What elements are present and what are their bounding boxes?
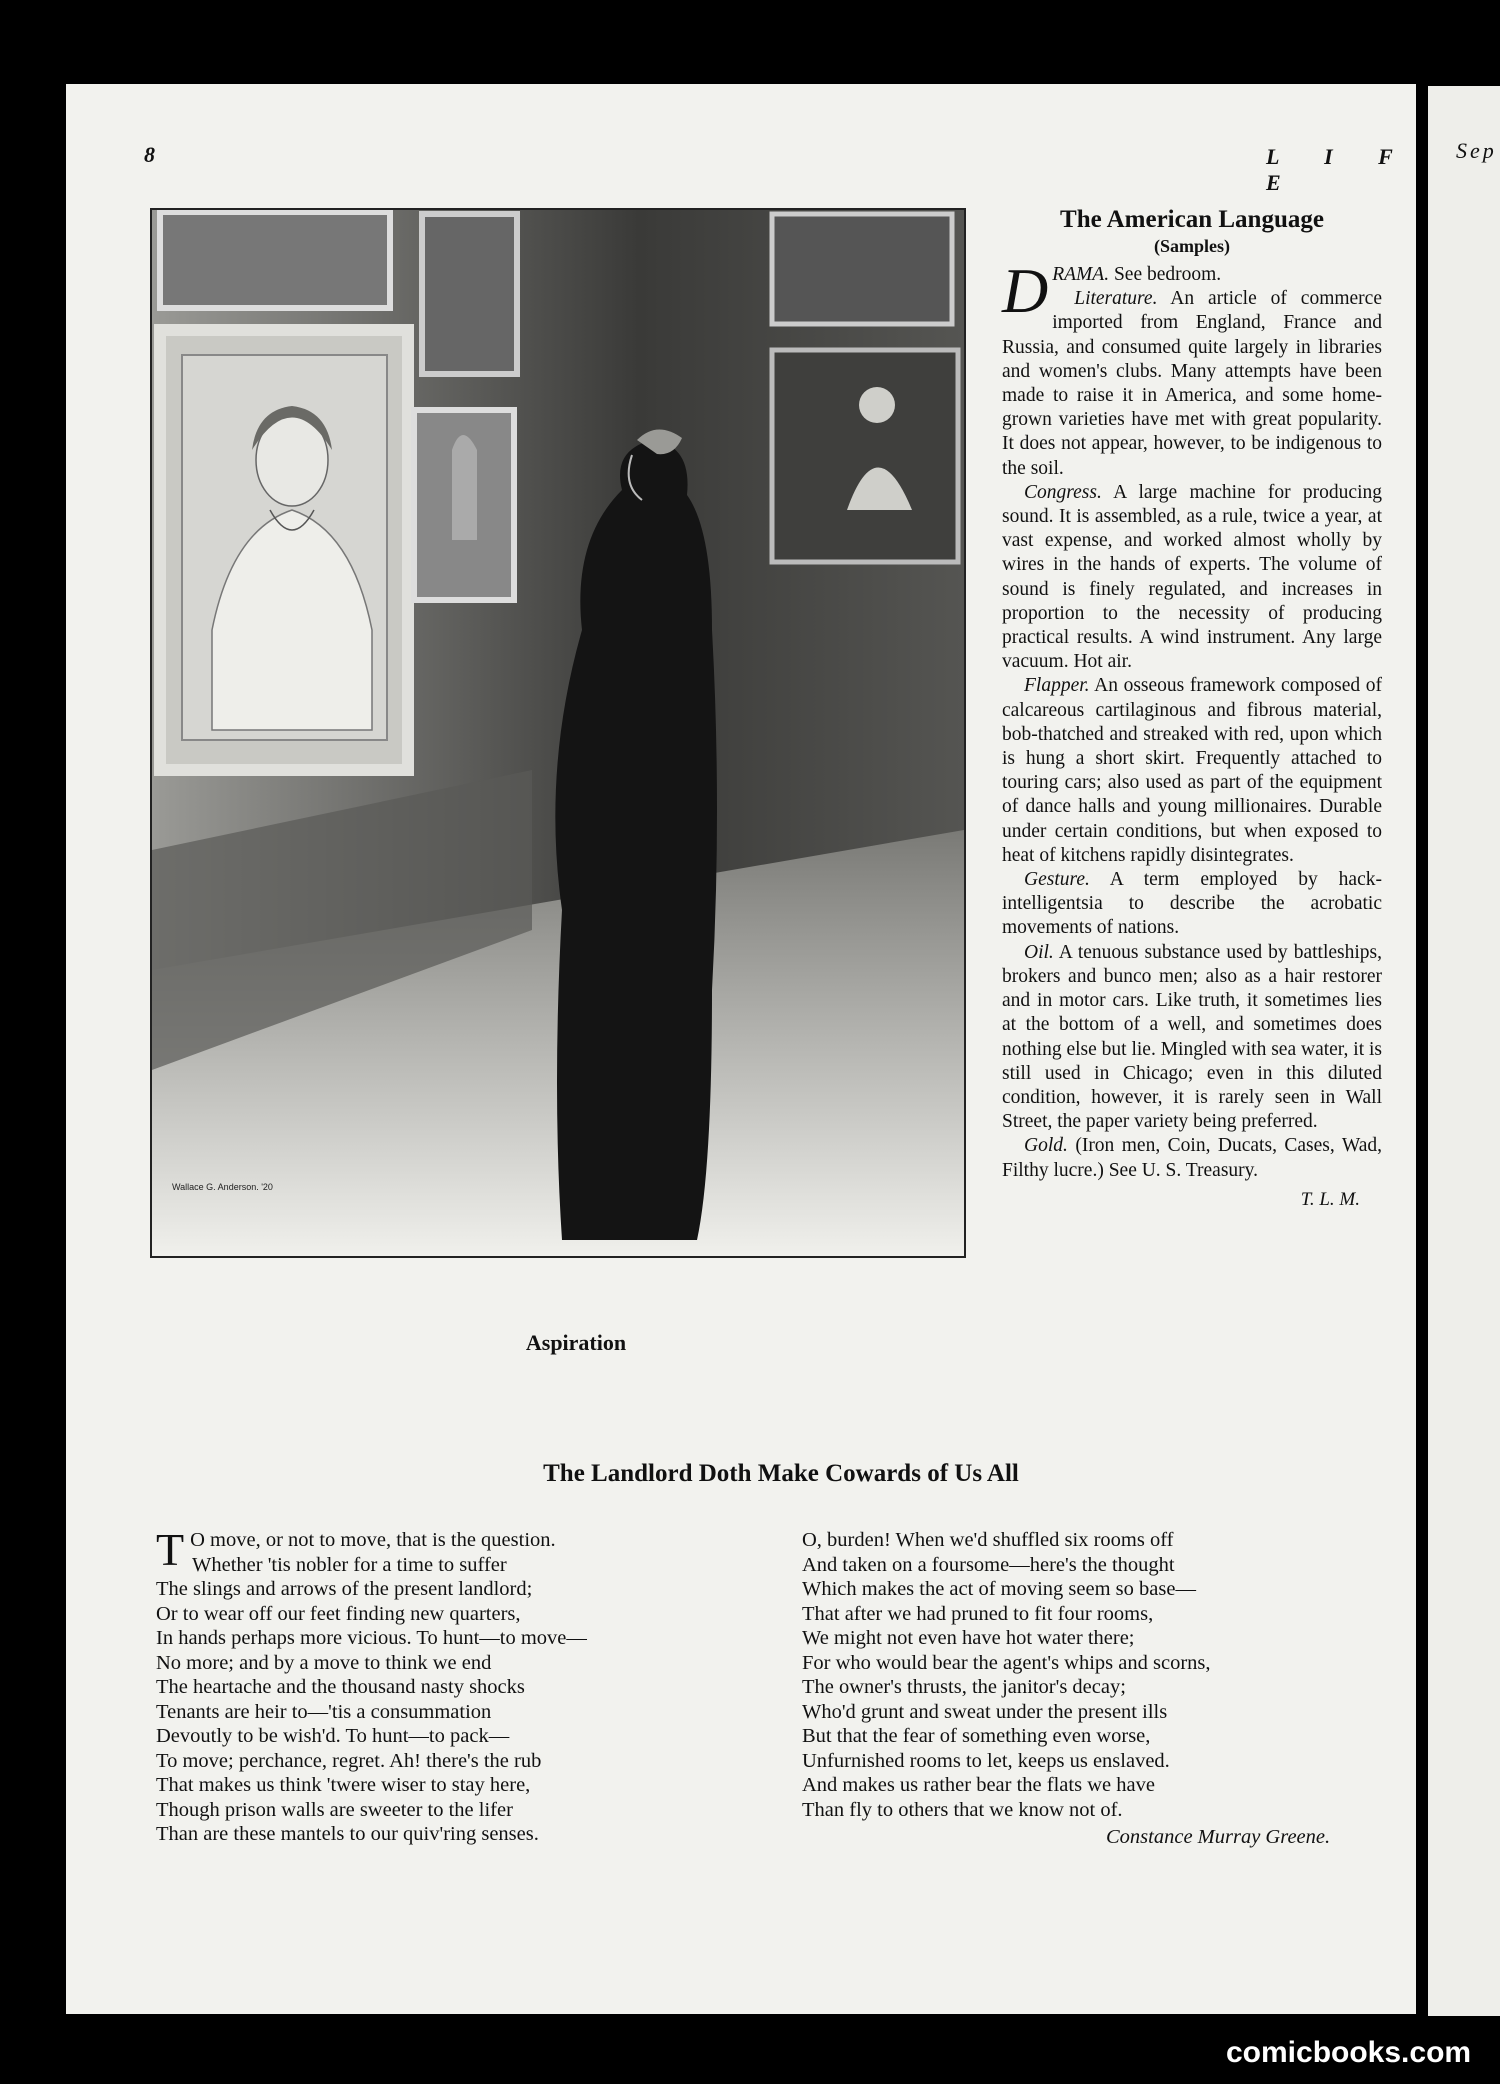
article-subtitle: (Samples): [1154, 236, 1230, 256]
magazine-page: [66, 84, 1416, 2014]
entry-congress: Congress. A large machine for producing sound. It is assembled, as a rule, twice a year, at vast expense, and worked almost wholly by wires in the hands of experts. The volume of sound is finely regulated, and increases in proportion to the necessity of producing practical results. A wind instrument. Any large vacuum. Hot air.: [1002, 481, 1382, 673]
poem-line: Who'd grunt and sweat under the present ills: [802, 1700, 1168, 1723]
poem-line: That after we had pruned to fit four rooms,: [802, 1602, 1154, 1625]
poem-line: In hands perhaps more vicious. To hunt—to move—: [156, 1627, 587, 1649]
aspiration-illustration: [150, 208, 966, 1258]
poem-line: T O move, or not to move, that is the question.: [156, 1524, 556, 1575]
poem-line: That makes us think 'twere wiser to stay here,: [156, 1774, 531, 1796]
poem-right-column: [802, 1528, 1211, 1822]
poem-line: Or to wear off our feet finding new quarters,: [156, 1602, 521, 1625]
artist-signature: Wallace G. Anderson. '20: [172, 1182, 273, 1192]
poem-line: Than fly to others that we know not of.: [802, 1798, 1123, 1821]
poem-line: To move; perchance, regret. Ah! there's the rub: [156, 1749, 542, 1772]
page-number: 8: [144, 142, 155, 167]
adjacent-page-edge: [1428, 86, 1500, 2016]
poem-line: Devoutly to be wish'd. To hunt—to pack—: [156, 1725, 510, 1747]
poem-line: The slings and arrows of the present landlord;: [156, 1578, 533, 1600]
article-initials: T. L. M.: [1300, 1188, 1360, 1210]
poem-line: Tenants are heir to—'tis a consummation: [156, 1700, 492, 1723]
entry-flapper: Flapper. An osseous framework composed of calcareous cartilaginous and fibrous material, bob-thatched and streaked with red, upon which is hung a short skirt. Frequently attached to touring cars; also used as part of the equipment of dance halls and young millionaires. Durable under certain conditions, but when exposed to heat of kitchens rapidly disintegrates.: [1002, 675, 1382, 866]
site-watermark: comicbooks.com: [1226, 2036, 1472, 2069]
poem-line: And taken on a foursome—here's the thought: [802, 1553, 1175, 1576]
adjacent-page-header: Sep: [1456, 138, 1497, 163]
poem-line: Unfurnished rooms to let, keeps us enslaved.: [802, 1749, 1170, 1772]
poem-line: O, burden! When we'd shuffled six rooms off: [802, 1529, 1174, 1551]
gallery-drawing: [152, 210, 964, 1256]
masthead: L I F E: [1266, 144, 1413, 195]
poem-line: But that the fear of something even worse,: [802, 1725, 1151, 1747]
article-title: The American Language: [1060, 206, 1324, 233]
entry-drama: DRAMA. See bedroom.: [1002, 255, 1222, 326]
poem-line: And makes us rather bear the flats we have: [802, 1774, 1155, 1796]
entry-gesture: Gesture. A term employed by hack-intelligentsia to describe the acrobatic movements of nations.: [1002, 869, 1382, 939]
poem-line: Which makes the act of moving seem so base—: [802, 1578, 1196, 1600]
poem-drop-cap: T: [156, 1524, 185, 1575]
poem-line: Whether 'tis nobler for a time to suffer: [192, 1553, 507, 1576]
poem-left-column: [156, 1524, 587, 1847]
illustration-caption: Aspiration: [525, 1330, 627, 1355]
entry-oil: Oil. A tenuous substance used by battleships, brokers and bunco men; also as a hair restorer and in motor cars. Like truth, it sometimes lies at the bottom of a well, and sometimes does nothing else but lie. Mingled with sea water, it is still used in Chicago; even in this diluted condition, however, it is rarely seen in Wall Street, the paper variety being preferred.: [1002, 941, 1382, 1133]
poem-author: Constance Murray Greene.: [1106, 1826, 1331, 1848]
entry-literature: Literature. An article of commerce imported from England, France and Russia, and consumed quite largely in libraries and women's clubs. Many attempts have been made to raise it in America, and some home-grown varieties have met with great popularity. It does not appear, however, to be indigenous to the soil.: [1002, 288, 1382, 479]
poem-line: For who would bear the agent's whips and scorns,: [802, 1651, 1211, 1674]
poem-line: Though prison walls are sweeter to the lifer: [156, 1798, 513, 1821]
poem-line: Than are these mantels to our quiv'ring senses.: [156, 1823, 539, 1845]
american-language-article: [1002, 206, 1382, 1211]
poem-line: We might not even have hot water there;: [802, 1627, 1135, 1649]
drop-cap-d: D: [1002, 255, 1049, 326]
entry-gold: Gold. (Iron men, Coin, Ducats, Cases, Wad, Filthy lucre.) See U. S. Treasury.: [1002, 1135, 1382, 1181]
poem-title: The Landlord Doth Make Cowards of Us All: [543, 1460, 1019, 1487]
poem-line: The owner's thrusts, the janitor's decay;: [802, 1676, 1126, 1698]
poem-line: No more; and by a move to think we end: [156, 1651, 492, 1674]
poem-line: The heartache and the thousand nasty shocks: [156, 1676, 525, 1698]
